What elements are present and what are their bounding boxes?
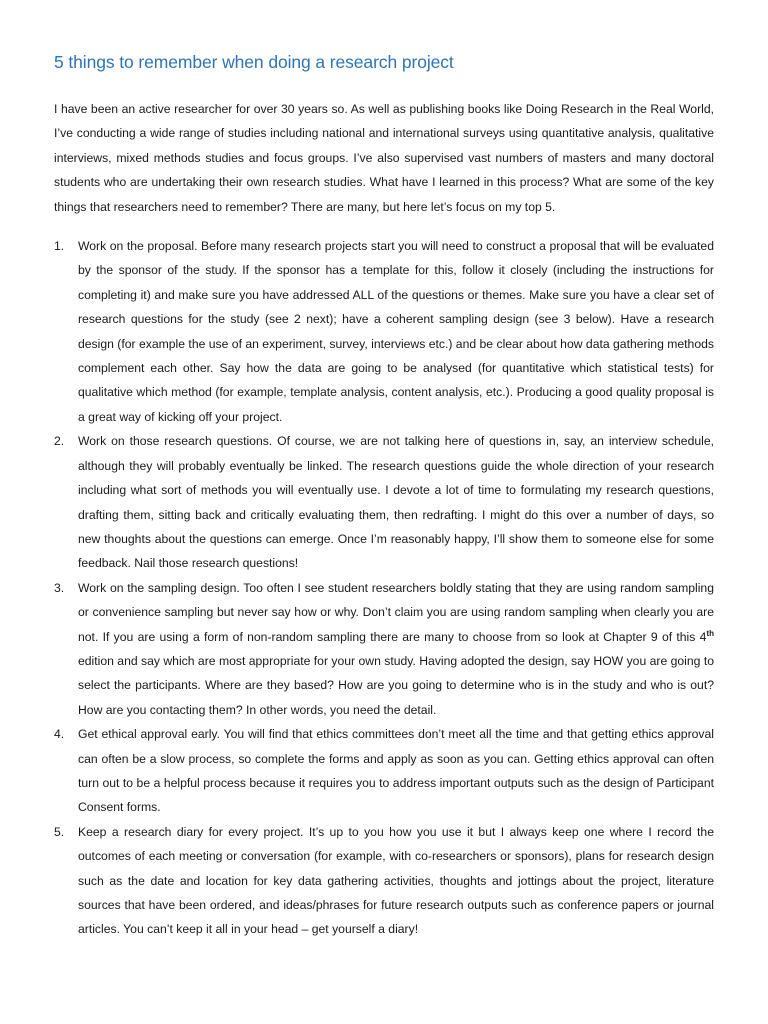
list-item-text: Work on the proposal. Before many research projects start you will need to construct a proposal that will be evaluated by the sponsor of the study. If the sponsor has a template for this, follow it closely (including the instructions for completing it) and make sure you have addressed ALL of the questions or themes. Make sure you have a clear set of research questions for the study (see 2 next); have a coherent sampling design (see 3 below). Have a research design (for example the use of an experiment, survey, interviews etc.) and be clear about how data gathering methods complement each other. Say how the data are going to be analysed (for quantitative which statistical tests) for qualitative which method (for example, template analysis, content analysis, etc.). Producing a good quality proposal is a great way of kicking off your project. <box>78 239 714 424</box>
list-item-text: Work on those research questions. Of course, we are not talking here of questions in, say, an interview schedule, although they will probably eventually be linked. The research questions guide the whole direction of your research including what sort of methods you will eventually use. I devote a lot of time to formulating my research questions, drafting them, sitting back and critically evaluating them, then redrafting. I might do this over a number of days, so new thoughts about the questions can emerge. Once I’m reasonably happy, I’ll show them to someone else for some feedback. Nail those research questions! <box>78 434 714 571</box>
list-item <box>54 234 714 429</box>
list-item-number: 4. <box>54 727 65 742</box>
list-item-text: Keep a research diary for every project. It’s up to you how you use it but I always keep one where I record the outcomes of each meeting or conversation (for example, with co-researchers or sponsors), plans for research design such as the date and location for key data gathering activities, thoughts and jottings about the project, literature sources that have been ordered, and ideas/phrases for future research outputs such as conference papers or journal articles. You can’t keep it all in your head – get yourself a diary! <box>78 824 714 937</box>
list-item <box>54 820 714 942</box>
list-item <box>54 576 714 722</box>
list-item-number: 3. <box>54 580 65 595</box>
document-title: 5 things to remember when doing a research project <box>54 52 454 72</box>
list-item-number: 1. <box>54 239 65 254</box>
document-page <box>54 52 714 942</box>
list-item-text-start: Work on the sampling design. Too often I see student researchers boldly stating that they are using random sampling or convenience sampling but never say how or why. Don’t claim you are using random sampling when clearly you are not. If you are using a form of non-random sampling there are many to choose from so look at Chapter 9 of this 4 <box>78 580 714 644</box>
intro-paragraph: I have been an active researcher for over 30 years so. As well as publishing books like Doing Research in the Real World, I’ve conducting a wide range of studies including national and international surveys using quantitative analysis, qualitative interviews, mixed methods studies and focus groups. I’ve also supervised vast numbers of masters and many doctoral students who are undertaking their own research studies. What have I learned in this process? What are some of the key things that researchers need to remember? There are many, but here let’s focus on my top 5. <box>54 102 714 214</box>
list-item-number: 5. <box>54 824 65 839</box>
ordinal-superscript: th <box>706 628 714 638</box>
list-item <box>54 722 714 820</box>
numbered-list <box>54 234 714 942</box>
list-item-text-end: edition and say which are most appropriate for your own study. Having adopted the design, say HOW you are going to select the participants. Where are they based? How are you going to determine who is in the study and who is out? How are you contacting them? In other words, you need the detail. <box>78 653 714 717</box>
list-item-text: Get ethical approval early. You will find that ethics committees don’t meet all the time and that getting ethics approval can often be a slow process, so complete the forms and apply as soon as you can. Getting ethics approval can often turn out to be a helpful process because it requires you to address important outputs such as the design of Participant Consent forms. <box>78 727 714 815</box>
list-item <box>54 429 714 575</box>
list-item-number: 2. <box>54 434 65 449</box>
